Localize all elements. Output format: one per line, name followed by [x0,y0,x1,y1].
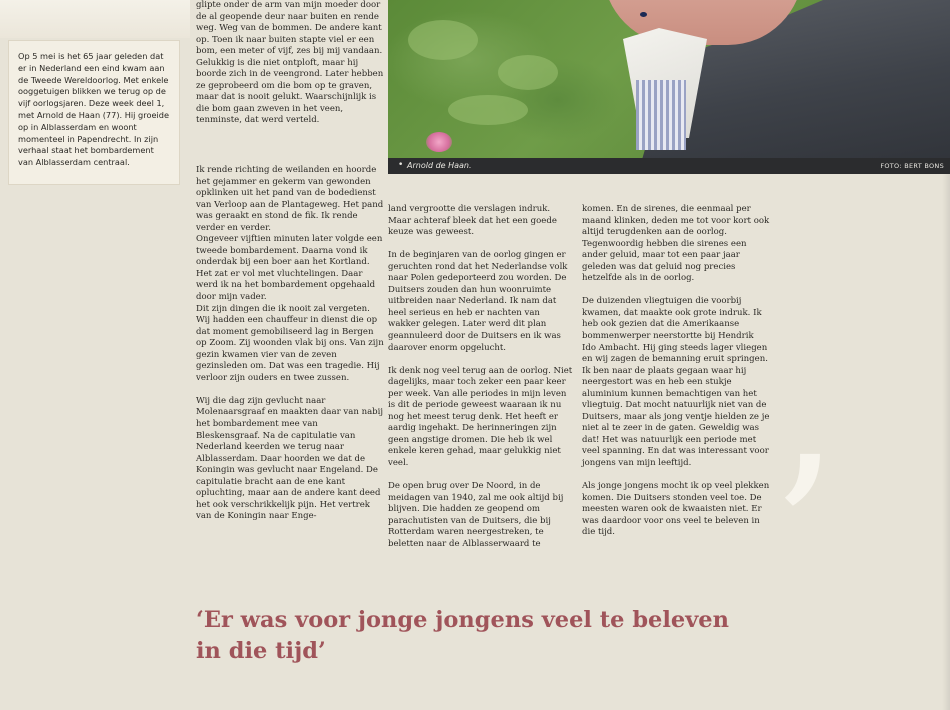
article-column-1 [196,165,384,535]
paragraph: glipte onder de arm van mijn moeder door de al geopende deur naar buiten en rende weg. Weg van de bommen. De andere kant op. Toen ik naar buiten stapte viel er een bom, een meter of vijf, zes bij mij vandaan. Gelukkig is die niet ontploft, maar hij boorde zich in de veengrond. Later hebben ze geprobeerd om die bom op te graven, maar dat is nooit gelukt. Waarschijnlijk is die bom gaan zweven in het veen, tenminste, dat werd verteld. [196,0,384,126]
paper-edge [0,0,190,38]
intro-text: Op 5 mei is het 65 jaar geleden dat er in Nederland een eind kwam aan de Tweede Wereldoorlog. Met enkele ooggetuigen blikken we terug op de vijf oorlogsjaren. Deze week deel 1, met Arnold de Haan (77). Hij groeide op in Alblasserdam en woont momenteel in Papendrecht. In zijn verhaal staat het bombardement van Alblasserdam centraal. [18,51,170,168]
pull-quote-line-2: in die tijd’ [196,638,326,664]
portrait-photo [388,0,950,158]
striped-shirt [636,80,686,150]
pull-quote-line-1: ‘Er was voor jonge jongens veel te beleven [196,607,729,633]
insect [640,12,647,17]
flower-detail [426,132,452,152]
photo-credit: FOTO: BERT BONS [880,162,944,170]
article-column-2 [388,204,574,562]
paragraph: De open brug over De Noord, in de meidagen van 1940, zal me ook altijd bij blijven. Die hadden ze geopend om parachutisten van de Duitsers, die bij Rotterdam waren neergestreken, te beletten naar de Alblasserwaard te [388,481,564,549]
paragraph: land vergrootte die verslagen indruk. Maar achteraf bleek dat het een goede keuze was geweest. [388,204,557,238]
paragraph: Ik rende richting de weilanden en hoorde het gejammer en gekerm van gewonden opklinken uit het pand van de bodedienst van Verloop aan de Plantageweg. Het pand was geraakt en stond de fik. Ik rende verder en verder. Ongeveer vijftien minuten later volgde een tweede bombardement. Daarna vond ik onderdak bij een boer aan het Kortland. Het zat er vol met vluchtelingen. Daar werd ik na het bombardement opgehaald door mijn vader. Dit zijn dingen die ik nooit zal vergeten. Wij hadden een chauffeur in dienst die op dat moment gemobiliseerd lag in Bergen op Zoom. Zij woonden vlak bij ons. Van zijn gezin kwamen vier van de zeven gezinsleden om. Dat was een tragedie. Hij verloor zijn ouders en twee zussen. [196,165,384,383]
article-column-1-top [196,0,384,139]
article-column-3 [582,204,770,550]
caption-bullet: • [398,160,404,170]
intro-box [8,40,180,185]
page-shadow [942,174,950,710]
pull-quote [196,605,796,667]
paragraph: Ik denk nog veel terug aan de oorlog. Niet dagelijks, maar toch zeker een paar keer per week. Van alle periodes in mijn leven is dit de periode geweest waaraan ik nu nog het meest terug denk. Het heeft er aardig ingehakt. De herinneringen zijn geen angstige dromen. Die heb ik wel enkele keren gehad, maar gelukkig niet veel. [388,365,573,469]
photo-caption-bar [388,158,950,174]
paragraph: komen. En de sirenes, die eenmaal per maand klinken, deden me tot voor kort ook altijd terugdenken aan de oorlog. Tegenwoordig hebben die sirenes een ander geluid, maar tot een paar jaar geleden was dat geluid nog precies hetzelfde als in de oorlog. [582,204,770,284]
photo-caption: Arnold de Haan. [407,161,472,170]
decorative-quote-mark: ’ [770,412,837,657]
paragraph: De duizenden vliegtuigen die voorbij kwamen, dat maakte ook grote indruk. Ik heb ook gezien dat die Amerikaanse bommenwerper neerstortte bij Hendrik Ido Ambacht. Hij ging steeds lager vliegen en wij zagen de bemanning eruit springen. Ik ben naar de plaats gegaan waar hij neergestort was en heb een stukje aluminium kunnen bemachtigen van het vliegtuig. Dat mocht natuurlijk niet van de Duitsers, maar als jong ventje hielden ze je niet al te zeer in de gaten. Geweldig was dat! Het was natuurlijk een periode met veel spanning. En dat was interessant voor jongens van mijn leeftijd. [582,296,770,469]
paragraph: In de beginjaren van de oorlog gingen er geruchten rond dat het Nederlandse volk naar Polen gedeporteerd zou worden. De Duitsers zouden dan hun woonruimte uitbreiden naar Nederland. Ik nam dat heel serieus en heb er nachten van wakker gelegen. Later werd dit plan geannuleerd door de Duitsers en ik was daarover enorm opgelucht. [388,250,568,353]
paragraph: Als jonge jongens mocht ik op veel plekken komen. Die Duitsers stonden veel toe. De meesten waren ook de kwaaisten niet. Er was daardoor voor ons veel te beleven in die tijd. [582,481,770,538]
paragraph: Wij die dag zijn gevlucht naar Molenaarsgraaf en maakten daar van nabij het bombardement mee van Bleskensgraaf. Na de capitulatie van Nederland keerden we terug naar Alblasserdam. Daar hoorden we dat de Koningin was gevlucht naar Engeland. De capitulatie bracht aan de ene kant opluchting, maar aan de andere kant deed het ook verschrikkelijk pijn. Het vertrek van de Koningin naar Enge- [196,395,384,522]
